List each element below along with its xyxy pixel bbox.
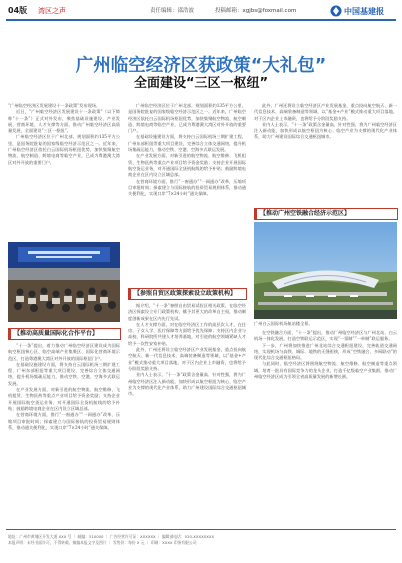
cooperation-text <box>8 343 120 526</box>
footer <box>8 534 396 545</box>
editor-credit: 责任编辑：邵浩波 <box>150 8 195 14</box>
intro-paragraph: 近日，“广州临空经济区发展建设十一条政策”（以下简称“十一条”）正式对外发布，聚焦基础设施建设、产业发展、营商环境、人才支撑等方面，推动广州临空经济区高质量发展，全面建设“三区一枢纽”。 <box>8 109 120 134</box>
cooperation-paragraph: “十一条”提出，着力推动广州临空经济区建设成为国际航空枢纽核心区、临空高端产业集聚区、国际化营商环境示范区，打造粤港澳大湾区对外开放的国际枢纽门户。 <box>8 343 120 361</box>
cooperation-paragraph: 在营商环境方面，推行“一窗通办”“一网通办”改革，压缩项目审批时间；探索建立与国际接轨的投资贸易规则体系，推动通关便利化，实现口岸“7×24小时”通关保障。 <box>8 412 120 430</box>
logo-text: 中国基建报 <box>344 7 384 16</box>
intro-caption: “广州临空经济区发展建设十一条政策”发布现场。 <box>8 103 101 108</box>
policy-paragraph: 业内人士表示，“十一条”政策含金量高、针对性强，将为广州临空经济区注入新动能，加快形成以航空枢纽为核心、临空产业为支撑的现代化产业体系，助力广州建设国际综合交通枢纽城市。 <box>128 372 246 397</box>
subheadline: 全面建设“三区一枢纽” <box>133 76 269 91</box>
right-paragraph: 业内人士表示，“十一条”政策含金量高、针对性强，将为广州临空经济区注入新动能，加快形成以航空枢纽为核心、临空产业为支撑的现代化产业体系，助力广州建设国际综合交通枢纽城市。 <box>254 121 397 140</box>
middle-paragraph: 在产业发展方面，对新引进的航空物流、航空维修、飞机租赁、生物医药等重点产业项目给予资金奖励；支持企业开展国际航空货运业务，对开通国际全货机航线的给予补贴；鼓励跨境电商企业在区内设立区域总部。 <box>128 153 246 178</box>
masthead <box>0 0 402 20</box>
air-rail-paragraph: 与此同时，临空经济区将围绕航空物流、航空维修、航空制造等重点领域，培育一批具有国际竞争力的龙头企业，打造千亿级临空产业集群，推动广州临空经济区成为引领全省高质量发展的新增长极。 <box>254 361 397 380</box>
conference-photo <box>8 242 120 322</box>
section-heading-policy-agency: 【参照自贸区政策探索设立政策机构】 <box>128 288 247 300</box>
middle-paragraph: 广州临空经济区位于广州北部，规划面积约135平方公里，是国务院批复的国家级临空经济示范区之一。近年来，广州临空经济区依托白云国际机场枢纽优势，加快集聚航空物流、航空制造、跨境电商等临空产业，已成为粤港澳大湾区对外开放的重要门户。 <box>128 103 246 134</box>
airport-photo <box>254 222 397 319</box>
right-top-text <box>254 103 397 203</box>
page-number: 04版 <box>8 6 28 15</box>
airport-photo-caption: 广州白云国际机场航站楼全景。 <box>254 321 313 326</box>
masthead-rule <box>6 19 396 21</box>
policy-paragraph: 此外，广州还将设立临空经济区产业发展基金，重点投向航空航天、新一代信息技术、高端装备制造等领域，以“基金+产业”模式推动重大项目落地。对于区内企业上市融资，也将给予分阶段奖励支持。 <box>128 347 246 371</box>
cooperation-paragraph: 在基础设施建设方面，将支持白云国际机场三期扩建工程、广州东部枢纽等重大项目建设，完善综合立体交通网络，提升机场集疏运能力，推动空铁、空港、空海多式联运发展。 <box>8 361 120 386</box>
policy-paragraph: 据介绍，“十一条”参照自由贸易试验区相关政策，在临空经济区探索设立专门政策机构，赋予其更大的改革自主权，推动制度创新成果在区内先行先试。 <box>128 303 246 321</box>
footer-line: 本报声明：未经书面许可，不得转载、摘编本报文字及图片 ｜ 零售价：每份 X 元 ｜ 印刷：XXXX 印务有限公司 <box>8 539 197 545</box>
policy-agency-text <box>128 303 246 526</box>
section-name: 湾区之声 <box>38 7 66 15</box>
intro-paragraph: 广州临空经济区位于广州北部，规划面积约135平方公里，是国务院批复的国家级临空经济示范区之一。近年来，广州临空经济区依托白云国际机场枢纽优势，加快集聚航空物流、航空制造、跨境电商等临空产业，已成为粤港澳大湾区对外开放的重要门户。 <box>8 134 120 165</box>
newspaper-logo <box>330 3 394 17</box>
section-heading-cooperation: 【推动高质量国际化合作平台】 <box>8 328 121 340</box>
air-rail-paragraph: 在空铁融合方面，“十一条”提出，推动广州临空经济区与广州北站、白云机场一体化发展，打造空铁联运示范区，实现“一票制”“一单制”联运服务。 <box>254 330 397 342</box>
middle-paragraph: 在营商环境方面，推行“一窗通办”“一网通办”改革，压缩项目审批时间；探索建立与国际接轨的投资贸易规则体系，推动通关便利化，实现口岸“7×24小时”通关保障。 <box>128 178 246 197</box>
intro-text <box>8 103 120 229</box>
air-rail-text <box>254 330 397 526</box>
section-heading-air-rail: 【推动广州空铁融合经济示范区】 <box>254 208 398 220</box>
footer-line: 地址：广州市黄埔区开发大道 XXX 号 ｜ 邮编：510000 ｜ 广告经营许可证：XXXXXX ｜ 编辑部电话：020-XXXXXXXX <box>8 534 215 539</box>
footer-rule <box>6 529 396 530</box>
logo-icon <box>330 4 394 18</box>
right-paragraph: 此外，广州还将设立临空经济区产业发展基金，重点投向航空航天、新一代信息技术、高端装备制造等领域，以“基金+产业”模式推动重大项目落地。对于区内企业上市融资，也将给予分阶段奖励支持。 <box>254 103 397 121</box>
air-rail-paragraph: 下一步，广州将加快推进广州北站综合交通枢纽建设，完善轨道交通网络，实现机场与高铁、城际、地铁的无缝衔接，形成“空铁融合、多网联动”的现代化综合交通枢纽格局。 <box>254 342 397 361</box>
middle-top-text <box>128 103 246 279</box>
cooperation-paragraph: 在产业发展方面，对新引进的航空物流、航空维修、飞机租赁、生物医药等重点产业项目给予资金奖励；支持企业开展国际航空货运业务，对开通国际全货机航线的给予补贴；鼓励跨境电商企业在区内设立区域总部。 <box>8 387 120 411</box>
middle-paragraph: 在基础设施建设方面，将支持白云国际机场三期扩建工程、广州东部枢纽等重大项目建设，完善综合立体交通网络，提升机场集疏运能力，推动空铁、空港、空海多式联运发展。 <box>128 134 246 153</box>
submission-email[interactable]: 投稿邮箱：xgjbs@foxmail.com <box>215 8 297 14</box>
policy-paragraph: 在人才支撑方面，对在临空经济区工作的高层次人才，在住房、子女入学、医疗保障等方面给予优先保障；支持区内企业与高校、科研院所共建人才培养基地，对引进的航空领域紧缺人才给予一次性安家补贴。 <box>128 321 246 346</box>
headline: 广州临空经济区获政策“大礼包” <box>75 56 327 76</box>
